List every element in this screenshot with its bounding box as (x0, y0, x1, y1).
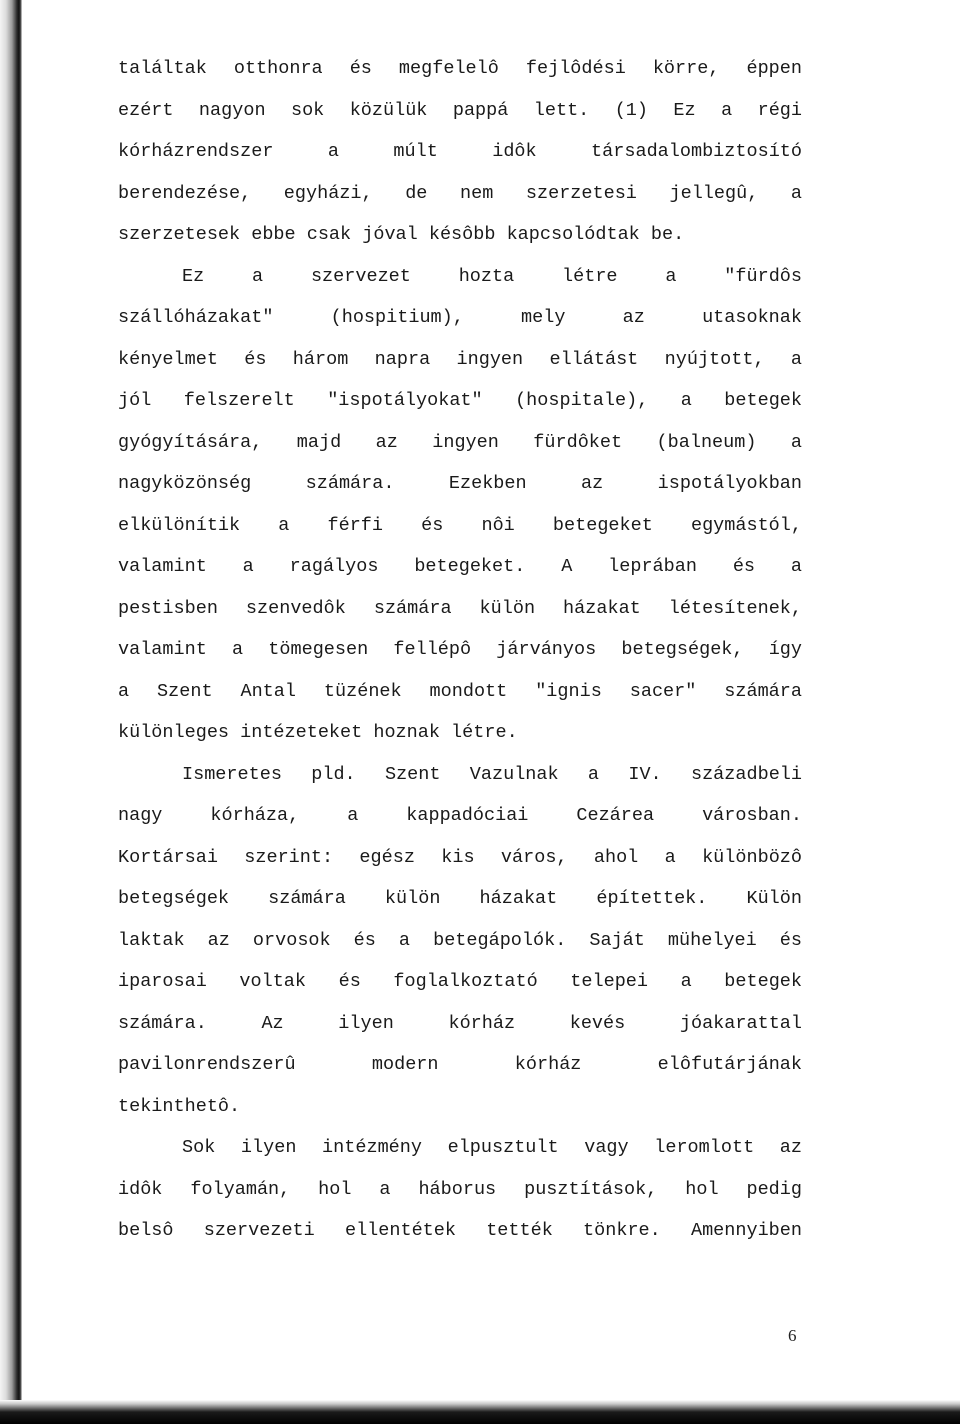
text-line: valamint a ragályos betegeket. A leprában és a (118, 556, 802, 577)
text-line: ezért nagyon sok közülük pappá lett. (1) Ez a régi (118, 99, 802, 121)
text-line: szerzetesek ebbe csak jóval késôbb kapcsolódtak be. (118, 224, 685, 245)
text-line: különleges intézeteket hoznak létre. (118, 722, 518, 743)
text-line: szállóházakat" (hospitium), mely az utasoknak (118, 307, 802, 328)
text-line: Kortársai szerint: egész kis város, ahol a különbözô (118, 846, 802, 868)
text-line: elkülönítik a férfi és nôi betegeket egymástól, (118, 514, 802, 536)
text-line: Ismeretes pld. Szent Vazulnak a IV. századbeli (182, 763, 802, 785)
text-line: iparosai voltak és foglalkoztató telepei a betegek (118, 971, 802, 992)
text-line: Sok ilyen intézmény elpusztult vagy leromlott az (182, 1137, 802, 1158)
text-line: belsô szervezeti ellentétek tették tönkre. Amennyiben (118, 1220, 802, 1241)
text-line: betegségek számára külön házakat építettek. Külön (118, 888, 802, 909)
text-line: tekinthetô. (118, 1095, 241, 1117)
page-number: 6 (788, 1326, 797, 1345)
scan-edge-shadow (0, 0, 22, 1424)
text-line: valamint a tömegesen fellépô járványos betegségek, így (118, 639, 802, 660)
text-line: kényelmet és három napra ingyen ellátást nyújtott, a (118, 348, 802, 370)
document-body (118, 48, 802, 1252)
text-line: Ez a szervezet hozta létre a "fürdôs (182, 265, 802, 287)
scan-bottom-shadow (0, 1400, 960, 1424)
text-line: a Szent Antal tüzének mondott "ignis sacer" számára (118, 680, 802, 702)
text-line: gyógyítására, majd az ingyen fürdôket (balneum) a (118, 431, 802, 453)
text-line: nagyközönség számára. Ezekben az ispotályokban (118, 473, 802, 494)
text-line: laktak az orvosok és a betegápolók. Saját mühelyei és (118, 929, 802, 951)
text-line: pestisben szenvedôk számára külön házakat létesítenek, (118, 597, 802, 619)
text-line: berendezése, egyházi, de nem szerzetesi jellegû, a (118, 182, 802, 204)
text-line: kórházrendszer a múlt idôk társadalombiztosító (118, 141, 802, 162)
text-line: találtak otthonra és megfelelô fejlôdési körre, éppen (118, 58, 802, 79)
text-line: nagy kórháza, a kappadóciai Cezárea városban. (118, 805, 802, 826)
text-line: idôk folyamán, hol a háborus pusztítások, hol pedig (118, 1178, 802, 1200)
text-line: pavilonrendszerû modern kórház elôfutárjának (118, 1054, 802, 1075)
text-line: számára. Az ilyen kórház kevés jóakarattal (118, 1012, 802, 1034)
text-line: jól felszerelt "ispotályokat" (hospitale), a betegek (118, 390, 802, 411)
